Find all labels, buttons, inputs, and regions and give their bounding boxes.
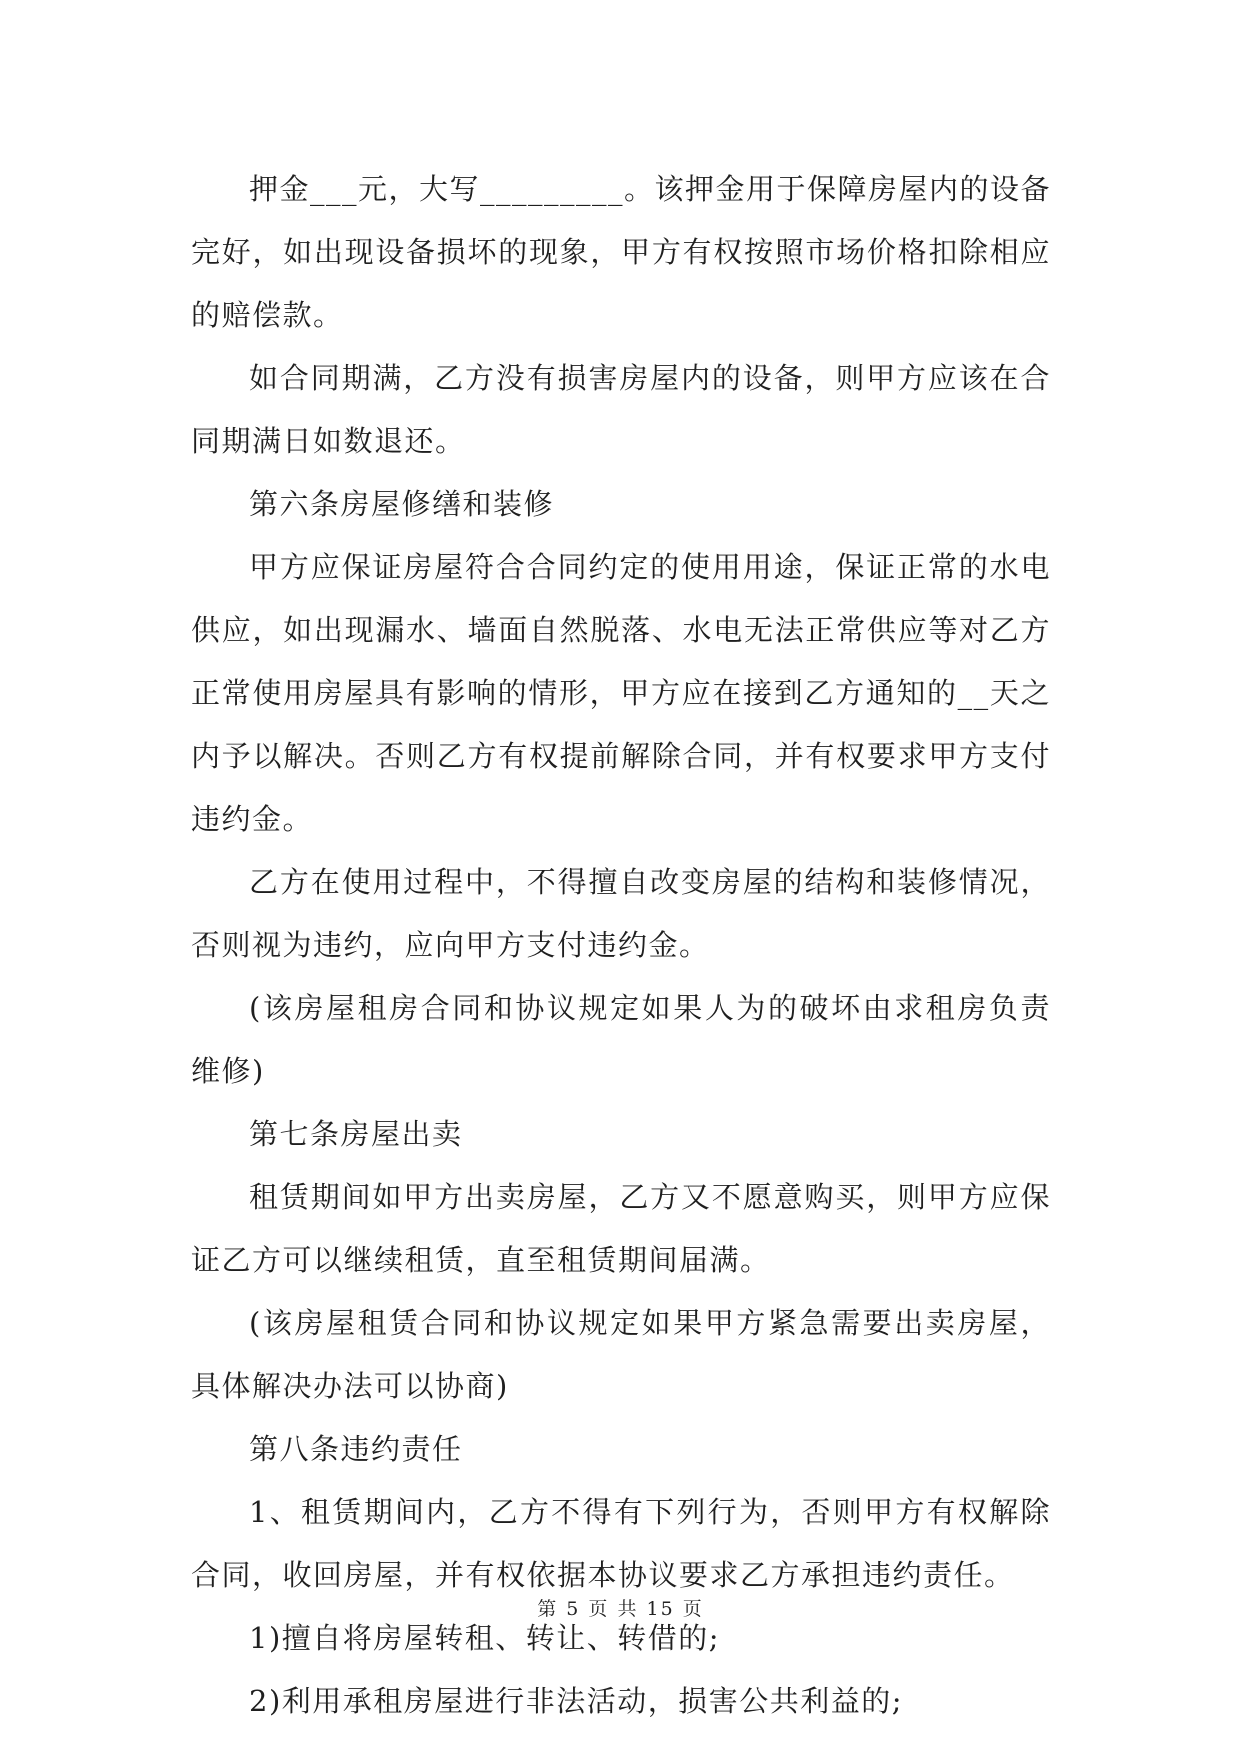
paragraph-sale-during-lease: 租赁期间如甲方出卖房屋，乙方又不愿意购买，则甲方应保证乙方可以继续租赁，直至租赁期间届满。 (191, 1180, 1051, 1277)
paragraph-deposit-refund: 如合同期满，乙方没有损害房屋内的设备，则甲方应该在合同期满日如数退还。 (191, 361, 1051, 458)
paragraph-landlord-obligations: 甲方应保证房屋符合合同约定的使用用途，保证正常的水电供应，如出现漏水、墙面自然脱落、水电无法正常供应等对乙方正常使用房屋具有影响的情形，甲方应在接到乙方通知的__天之内予以解决。否则乙方有权提前解除合同，并有权要求甲方支付违约金。 (191, 550, 1051, 836)
article-8-heading: 第八条违约责任 (249, 1432, 463, 1466)
page-footer: 第 5 页 共 15 页 (537, 1598, 704, 1620)
article-6-heading: 第六条房屋修缮和装修 (249, 487, 555, 521)
article-7-heading: 第七条房屋出卖 (249, 1117, 463, 1151)
paragraph-repair-note: (该房屋租房合同和协议规定如果人为的破坏由求租房负责维修) (191, 991, 1051, 1088)
paragraph-sale-note: (该房屋租赁合同和协议规定如果甲方紧急需要出卖房屋，具体解决办法可以协商) (191, 1306, 1051, 1403)
list-item-sublet: 1)擅自将房屋转租、转让、转借的; (249, 1621, 721, 1655)
paragraph-breach-intro: 1、租赁期间内，乙方不得有下列行为，否则甲方有权解除合同，收回房屋，并有权依据本协议要求乙方承担违约责任。 (191, 1495, 1051, 1592)
paragraph-tenant-alterations: 乙方在使用过程中，不得擅自改变房屋的结构和装修情况，否则视为违约，应向甲方支付违约金。 (191, 865, 1051, 962)
document-body (191, 158, 1051, 1733)
list-item-illegal-activity: 2)利用承租房屋进行非法活动，损害公共利益的; (249, 1684, 904, 1718)
paragraph-deposit: 押金___元，大写_________。该押金用于保障房屋内的设备完好，如出现设备损坏的现象，甲方有权按照市场价格扣除相应的赔偿款。 (191, 172, 1052, 332)
